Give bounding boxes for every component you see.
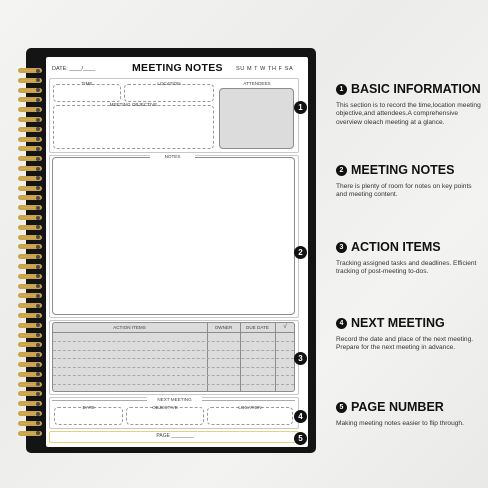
feature-next-meeting bbox=[336, 316, 482, 353]
next-location-label: LOCATION bbox=[238, 405, 262, 410]
weekday-selector: SU M T W TH F SA bbox=[236, 66, 294, 72]
feature-title: PAGE NUMBER bbox=[351, 400, 444, 414]
punch-hole bbox=[36, 412, 40, 416]
action-row-line bbox=[53, 350, 294, 351]
punch-hole bbox=[36, 108, 40, 112]
punch-hole bbox=[36, 265, 40, 269]
meeting-objective-label: MEETING OBJECTIVE bbox=[109, 102, 158, 107]
punch-hole bbox=[36, 255, 40, 259]
feature-title: NEXT MEETING bbox=[351, 316, 445, 330]
badge-3: 3 bbox=[294, 352, 307, 365]
badge-1: 1 bbox=[294, 101, 307, 114]
feature-description: Making meeting notes easier to flip through. bbox=[336, 420, 464, 427]
notes-label: NOTES bbox=[150, 154, 195, 159]
badge-4: 4 bbox=[294, 410, 307, 423]
table-header-divider bbox=[52, 332, 295, 333]
action-items-header: ACTION ITEMS bbox=[113, 325, 146, 330]
feature-description: There is plenty of room for notes on key points and meeting content. bbox=[336, 183, 472, 199]
next-meeting-label: NEXT MEETING bbox=[147, 397, 202, 402]
punch-hole bbox=[36, 245, 40, 249]
time-field bbox=[53, 84, 121, 102]
feature-description: This section is to record the time,location meeting objective,and attendees.A comprehensive overview oleach meeting at a glance. bbox=[336, 102, 481, 126]
number-5-icon: 5 bbox=[336, 402, 347, 413]
action-row-line bbox=[53, 341, 294, 342]
badge-2: 2 bbox=[294, 246, 307, 259]
number-2-icon: 2 bbox=[336, 165, 347, 176]
feature-description: Record the date and place of the next meeting. Prepare for the next meeting in advance. bbox=[336, 336, 474, 352]
action-row-line bbox=[53, 367, 294, 368]
attendees-field bbox=[219, 88, 294, 149]
next-objective-label: OBJECTIVE bbox=[152, 405, 178, 410]
punch-hole bbox=[36, 294, 40, 298]
notes-field bbox=[52, 157, 295, 315]
feature-page-number bbox=[336, 400, 482, 428]
badge-5: 5 bbox=[294, 432, 307, 445]
punch-hole bbox=[36, 216, 40, 220]
punch-hole bbox=[36, 206, 40, 210]
action-row-line bbox=[53, 384, 294, 385]
feature-title: BASIC INFORMATION bbox=[351, 82, 481, 96]
spiral-binding bbox=[18, 68, 48, 440]
punch-hole bbox=[36, 402, 40, 406]
meeting-objective-field bbox=[53, 105, 214, 149]
punch-hole bbox=[36, 392, 40, 396]
punch-hole bbox=[36, 196, 40, 200]
check-header: √ bbox=[283, 324, 287, 330]
due-date-header: DUE DATE bbox=[246, 325, 269, 330]
punch-hole bbox=[36, 363, 40, 367]
location-field bbox=[124, 84, 214, 102]
page-title: MEETING NOTES bbox=[132, 62, 223, 74]
feature-title: MEETING NOTES bbox=[351, 163, 455, 177]
punch-hole bbox=[36, 118, 40, 122]
punch-hole bbox=[36, 157, 40, 161]
action-row-line bbox=[53, 375, 294, 376]
punch-hole bbox=[36, 304, 40, 308]
page-number-field: PAGE ________ bbox=[156, 433, 194, 439]
feature-description: Tracking assigned tasks and deadlines. Efficient tracking of post-meeting to-dos. bbox=[336, 260, 477, 276]
number-1-icon: 1 bbox=[336, 84, 347, 95]
feature-meeting-notes bbox=[336, 163, 482, 200]
next-date-label: DATE bbox=[82, 405, 95, 410]
punch-hole bbox=[36, 314, 40, 318]
attendees-label: ATTENDEES bbox=[243, 81, 271, 86]
date-label: DATE: ____/____ bbox=[52, 66, 96, 72]
feature-action-items bbox=[336, 240, 482, 277]
number-3-icon: 3 bbox=[336, 242, 347, 253]
punch-hole bbox=[36, 343, 40, 347]
punch-hole bbox=[36, 69, 40, 73]
location-label: LOCATION bbox=[157, 81, 181, 86]
punch-hole bbox=[36, 167, 40, 171]
punch-hole bbox=[36, 147, 40, 151]
feature-basic-information bbox=[336, 82, 482, 127]
time-label: TIME bbox=[81, 81, 93, 86]
feature-title: ACTION ITEMS bbox=[351, 240, 441, 254]
punch-hole bbox=[36, 353, 40, 357]
number-4-icon: 4 bbox=[336, 318, 347, 329]
owner-header: OWNER bbox=[214, 325, 233, 330]
punch-hole bbox=[36, 98, 40, 102]
action-row-line bbox=[53, 358, 294, 359]
